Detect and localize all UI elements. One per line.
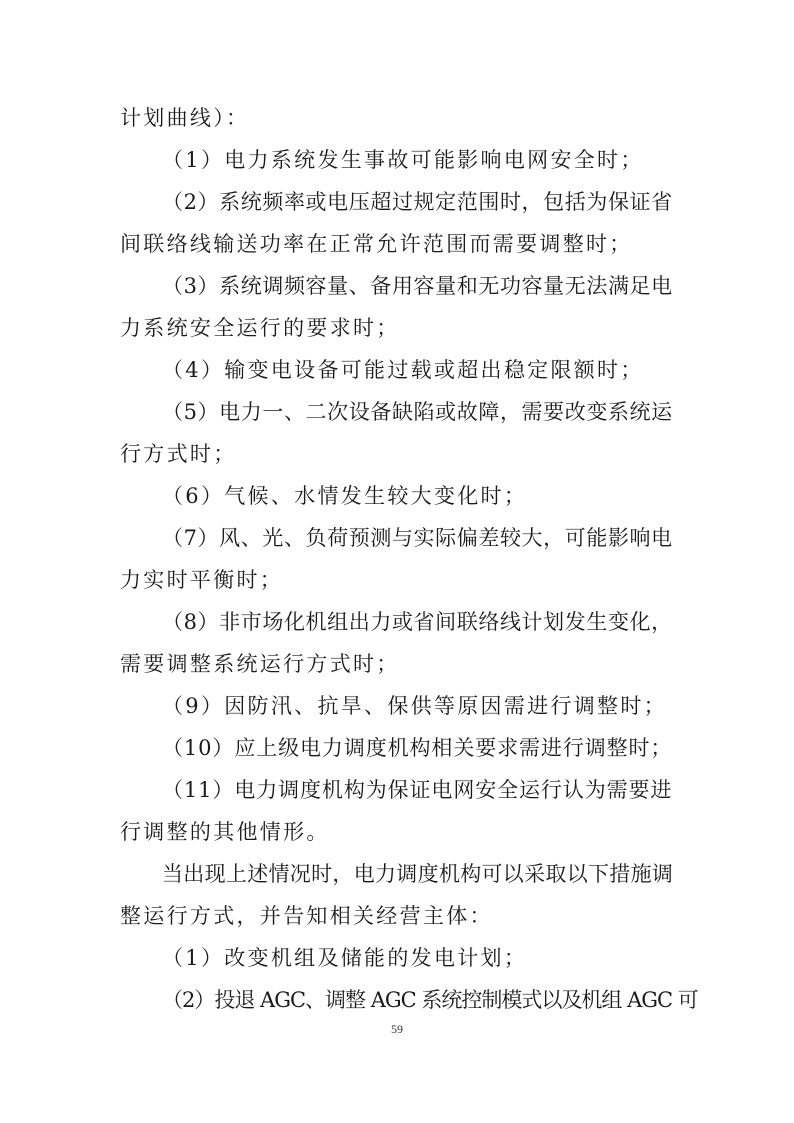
- list-item: （4）输变电设备可能过载或超出稳定限额时；: [162, 358, 644, 382]
- list-item: （3）系统调频容量、备用容量和无功容量无法满足电: [162, 274, 673, 298]
- list-item: （2）投退 AGC、调整 AGC 系统控制模式以及机组 AGC 可: [162, 988, 698, 1012]
- text-line: 行调整的其他情形。: [120, 820, 330, 844]
- text-line: 需要调整系统运行方式时；: [120, 652, 400, 676]
- page-number: 59: [391, 1022, 403, 1036]
- text-line: 力实时平衡时；: [120, 568, 284, 592]
- text-line: 整运行方式，并告知相关经营主体：: [120, 904, 493, 928]
- list-item: （7）风、光、负荷预测与实际偏差较大，可能影响电: [162, 526, 673, 550]
- list-item: （6）气候、水情发生较大变化时；: [162, 484, 528, 508]
- list-item: （9）因防汛、抗旱、保供等原因需进行调整时；: [162, 694, 667, 718]
- list-item: （10）应上级电力调度机构相关要求需进行调整时；: [162, 736, 673, 760]
- list-item: （1）电力系统发生事故可能影响电网安全时；: [162, 148, 644, 172]
- text-line: 计划曲线）：: [120, 106, 250, 130]
- list-item: （2）系统频率或电压超过规定范围时，包括为保证省: [162, 190, 673, 214]
- text-line: 行方式时；: [120, 442, 237, 466]
- list-item: （1）改变机组及储能的发电计划；: [162, 946, 528, 970]
- text-line: 力系统安全运行的要求时；: [120, 316, 400, 340]
- text-line: 间联络线输送功率在正常允许范围而需要调整时；: [120, 232, 633, 256]
- list-item: （11）电力调度机构为保证电网安全运行认为需要进: [162, 778, 673, 802]
- list-item: （5）电力一、二次设备缺陷或故障，需要改变系统运: [162, 400, 673, 424]
- paragraph-start: 当出现上述情况时，电力调度机构可以采取以下措施调: [162, 862, 674, 886]
- list-item: （8）非市场化机组出力或省间联络线计划发生变化，: [162, 610, 673, 634]
